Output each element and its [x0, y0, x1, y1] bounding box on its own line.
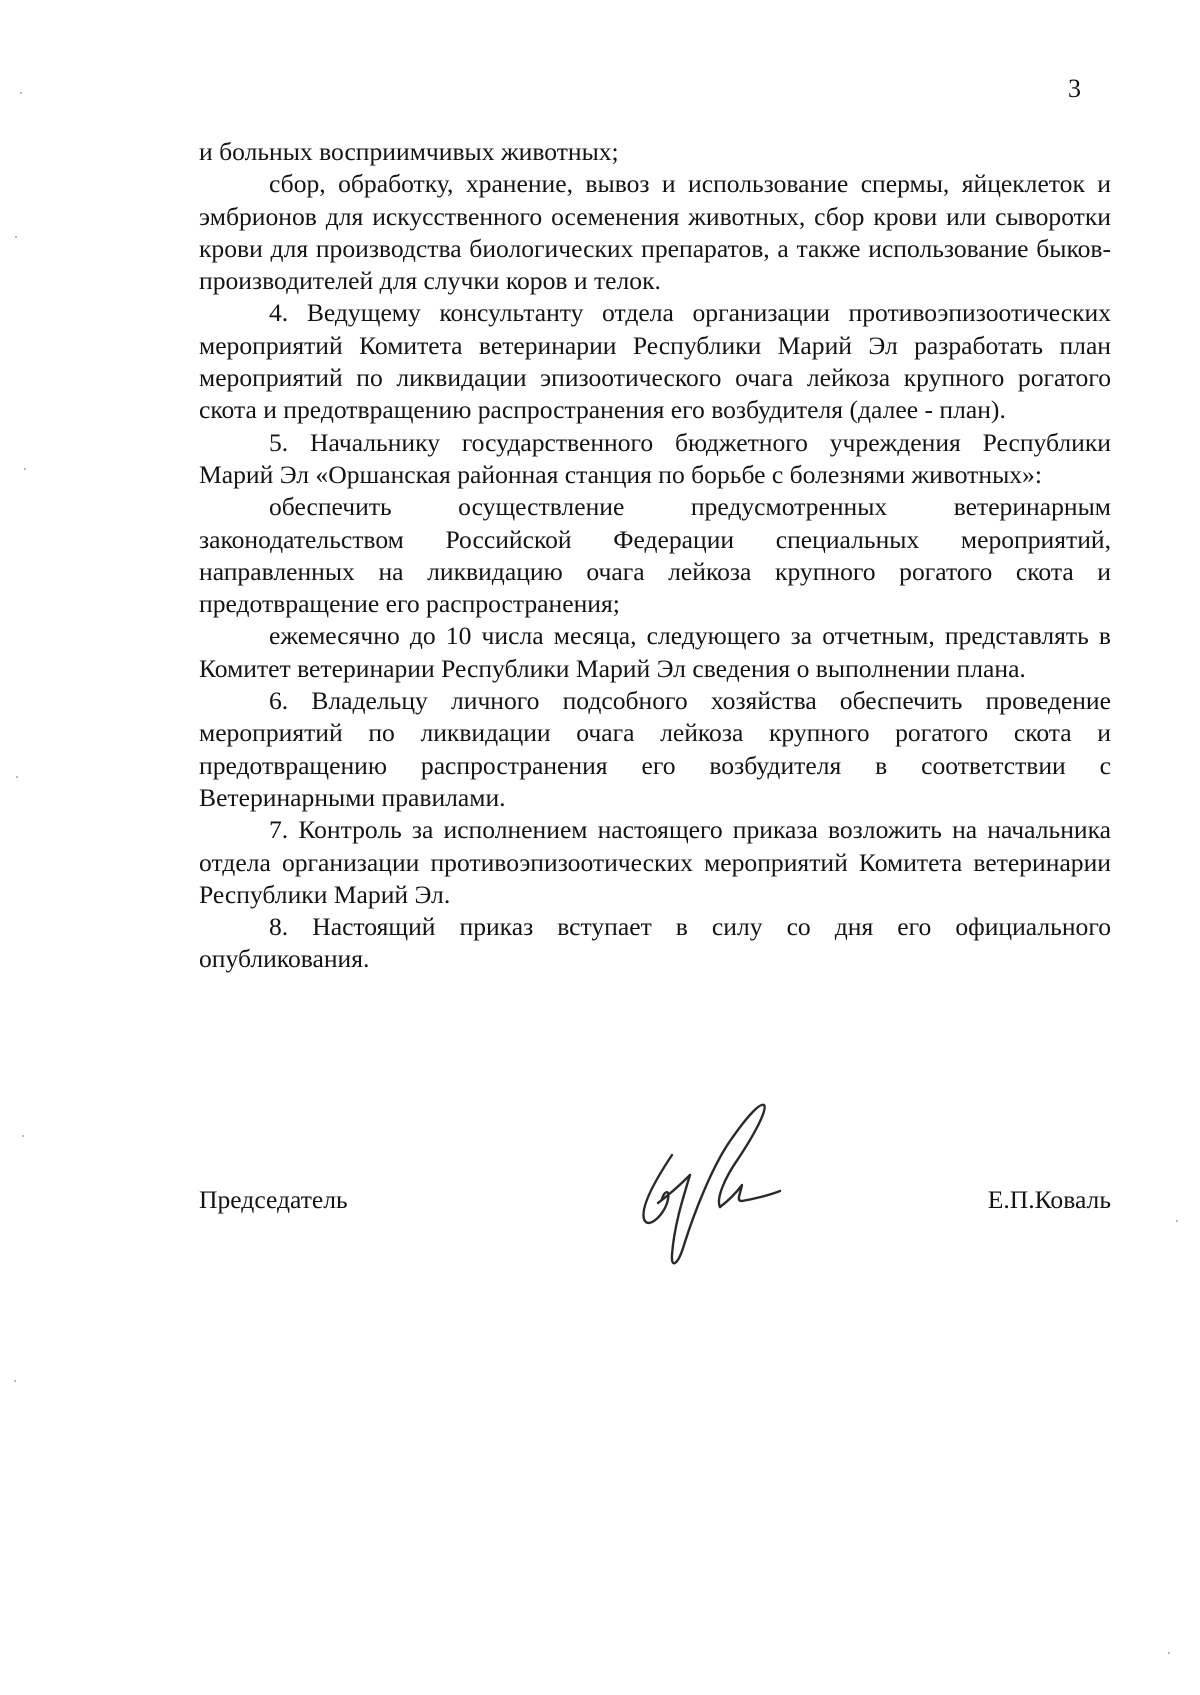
handwritten-signature: [620, 1095, 820, 1275]
scan-speck: [24, 468, 26, 470]
scan-speck: [14, 1380, 16, 1382]
paragraph-semen-collection: сбор, обработку, хранение, вывоз и использование спермы, яйцеклеток и эмбрионов для искусственного осеменения животных, сбор крови или сыворотки крови для производства биологических препаратов, а также использование быков-производителей для случки коров и телок.: [199, 169, 1111, 296]
paragraph-item-4: 4. Ведущему консультанту отдела организации противоэпизоотических мероприятий Комитета ветеринарии Республики Марий Эл разработать план мероприятий по ликвидации эпизоотического очага лейкоза крупного рогатого скота и предотвращению распространения его возбудителя (далее - план).: [199, 298, 1111, 425]
scan-speck: [22, 1135, 24, 1137]
paragraph-continuation: и больных восприимчивых животных;: [199, 137, 619, 166]
paragraph-item-8: 8. Настоящий приказ вступает в силу со дня его официального опубликования.: [199, 912, 1111, 974]
scan-speck: [15, 236, 17, 238]
scan-speck: [16, 776, 18, 778]
page-number: 3: [1068, 74, 1081, 103]
paragraph-item-5: 5. Начальнику государственного бюджетного учреждения Республики Марий Эл «Оршанская районная станция по борьбе с болезнями животных»:: [199, 427, 1111, 489]
scan-speck: [20, 92, 22, 94]
paragraph-item-6: 6. Владельцу личного подсобного хозяйства обеспечить проведение мероприятий по ликвидации очага лейкоза крупного рогатого скота и предотвращению распространения его возбудителя в соответствии с Ветеринарными правилами.: [199, 686, 1111, 812]
signatory-position: Председатель: [199, 1185, 348, 1214]
paragraph-item-5-subitem-1: обеспечить осуществление предусмотренных ветеринарным законодательством Российской Федерации специальных мероприятий, направленных на ликвидацию очага лейкоза крупного рогатого скота и предотвращение его распространения;: [199, 492, 1111, 619]
scan-speck: [1168, 1652, 1170, 1654]
document-body: [199, 136, 1111, 976]
signatory-name: Е.П.Коваль: [987, 1185, 1111, 1214]
paragraph-item-5-subitem-2: ежемесячно до 10 числа месяца, следующего за отчетным, представлять в Комитет ветеринарии Республики Марий Эл сведения о выполнении плана.: [199, 621, 1111, 683]
scan-speck: [1176, 1220, 1178, 1222]
paragraph-item-7: 7. Контроль за исполнением настоящего приказа возложить на начальника отдела организации противоэпизоотических мероприятий Комитета ветеринарии Республики Марий Эл.: [199, 815, 1111, 909]
